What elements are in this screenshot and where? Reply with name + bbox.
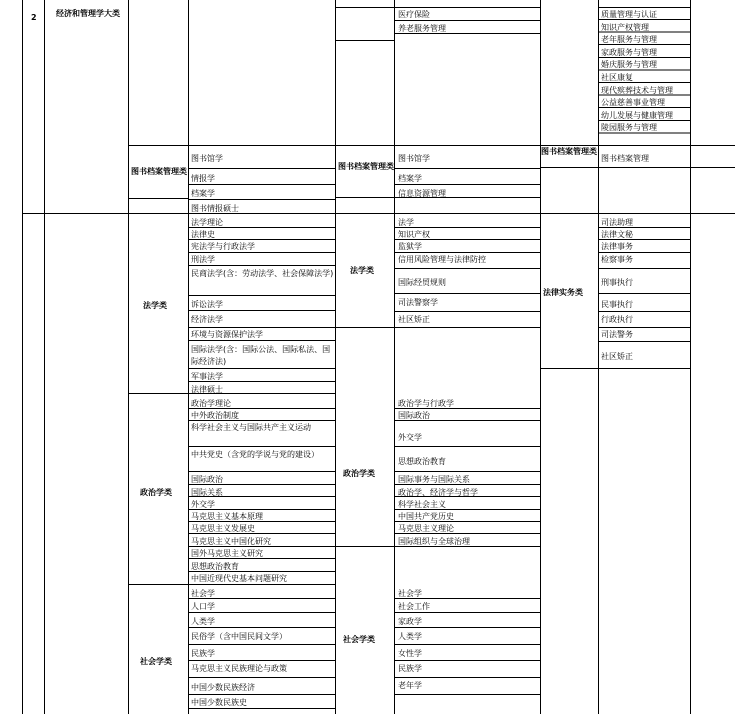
- list-item: 国际政治: [398, 411, 430, 420]
- list-item: 军事法学: [191, 372, 223, 381]
- list-item: 法律史: [191, 230, 215, 239]
- list-item: 马克思主义民族理论与政策: [191, 664, 287, 673]
- list-item: 情报学: [191, 174, 215, 183]
- list-item: 司法警务: [601, 330, 633, 339]
- list-item: 档案学: [398, 174, 422, 183]
- discipline-category-label: 经济和管理学大类: [56, 9, 120, 18]
- list-item: 知识产权管理: [601, 22, 649, 32]
- list-item: 政治学与行政学: [398, 399, 454, 408]
- list-item: 国际组织与全球治理: [398, 537, 470, 546]
- list-item: 法律事务: [601, 242, 633, 251]
- library-category-3: 图书档案管理类: [541, 147, 597, 156]
- list-item: 民族学: [398, 664, 422, 673]
- list-item: 监狱学: [398, 242, 422, 251]
- list-item: 环境与资源保护法学: [191, 330, 263, 339]
- list-item: 档案学: [191, 189, 215, 198]
- list-item: 陵园服务与管理: [601, 123, 657, 133]
- list-item: 婚庆服务与管理: [601, 60, 657, 70]
- list-item: 马克思主义基本原理: [191, 512, 263, 521]
- list-item: 司法警察学: [398, 298, 438, 307]
- list-item: 养老服务管理: [398, 24, 446, 33]
- politics-category-2: 政治学类: [343, 469, 375, 478]
- list-item: 中共党史（含党的学说与党的建设）: [191, 450, 319, 459]
- list-item: 女性学: [398, 649, 422, 658]
- list-item: 科学社会主义与国际共产主义运动: [191, 423, 311, 432]
- list-item: 中国近现代史基本问题研究: [191, 574, 287, 583]
- list-item: 社会学: [398, 589, 422, 598]
- list-item: 现代殡葬技术与管理: [601, 85, 673, 95]
- list-item: 家政服务与管理: [601, 47, 657, 57]
- list-item: 图书馆学: [191, 154, 223, 163]
- list-item: 社区矫正: [398, 315, 430, 324]
- library-col3-item: 图书档案管理: [601, 154, 649, 163]
- list-item: 老年学: [398, 681, 422, 690]
- list-item: 国外马克思主义研究: [191, 549, 263, 558]
- list-item: 外交学: [191, 500, 215, 509]
- library-category-1: 图书档案管理类: [131, 167, 187, 176]
- list-item: 行政执行: [601, 315, 633, 324]
- list-item: 法学理论: [191, 218, 223, 227]
- list-item: 家政学: [398, 617, 422, 626]
- list-item: 信用风险管理与法律防控: [398, 255, 486, 264]
- sociology-category-2: 社会学类: [343, 635, 375, 644]
- row-number: 2: [31, 13, 37, 22]
- law-category-3: 法律实务类: [543, 288, 583, 297]
- law-category-2: 法学类: [350, 266, 374, 275]
- list-item: 民商法学(含：劳动法学、社会保障法学): [191, 269, 334, 278]
- list-item: 中国少数民族经济: [191, 683, 255, 692]
- list-item: 法学: [398, 218, 414, 227]
- list-item: 社会工作: [398, 602, 430, 611]
- list-item: 检察事务: [601, 255, 633, 264]
- list-item: 人口学: [191, 602, 215, 611]
- list-item: 思想政治教育: [398, 457, 446, 466]
- list-item: 政治学、经济学与哲学: [398, 488, 478, 497]
- list-item: 中外政治制度: [191, 411, 239, 420]
- list-item: 国际关系: [191, 488, 223, 497]
- law-category-1: 法学类: [143, 301, 167, 310]
- list-item: 社区康复: [601, 73, 633, 82]
- list-item: 社区矫正: [601, 352, 633, 361]
- list-item: 马克思主义中国化研究: [191, 537, 271, 546]
- list-item: 国际政治: [191, 475, 223, 484]
- list-item: 外交学: [398, 433, 422, 442]
- list-item: 刑事执行: [601, 278, 633, 287]
- list-item: 民事执行: [601, 300, 633, 309]
- list-item: 医疗保险: [398, 10, 430, 19]
- list-item: 质量管理与认证: [601, 10, 657, 19]
- list-item: 公益慈善事业管理: [601, 98, 665, 108]
- library-category-2: 图书档案管理类: [338, 162, 394, 171]
- list-item: 图书情报硕士: [191, 204, 239, 213]
- list-item: 诉讼法学: [191, 300, 223, 309]
- list-item: 中国共产党历史: [398, 512, 454, 521]
- list-item: 法律文秘: [601, 230, 633, 239]
- list-item: 法律硕士: [191, 385, 223, 394]
- list-item: 国际法学(含：国际公法、国际私法、国际经济法): [191, 345, 331, 366]
- list-item: 信息资源管理: [398, 189, 446, 198]
- list-item: 知识产权: [398, 230, 430, 239]
- list-item: 社会学: [191, 589, 215, 598]
- list-item: 人类学: [398, 632, 422, 641]
- list-item: 民族学: [191, 649, 215, 658]
- list-item: 科学社会主义: [398, 500, 446, 509]
- list-item: 经济法学: [191, 315, 223, 324]
- list-item: 老年服务与管理: [601, 35, 657, 45]
- list-item: 幼儿发展与健康管理: [601, 110, 673, 120]
- list-item: 国际经贸规则: [398, 278, 446, 287]
- list-item: 马克思主义理论: [398, 524, 454, 533]
- list-item: 政治学理论: [191, 399, 231, 408]
- list-item: 人类学: [191, 617, 215, 626]
- sociology-category-1: 社会学类: [140, 657, 172, 666]
- list-item: 国际事务与国际关系: [398, 475, 470, 484]
- list-item: 宪法学与行政法学: [191, 242, 255, 251]
- list-item: 马克思主义发展史: [191, 524, 255, 533]
- list-item: 思想政治教育: [191, 562, 239, 571]
- list-item: 司法助理: [601, 218, 633, 227]
- politics-category-1: 政治学类: [140, 488, 172, 497]
- list-item: 图书馆学: [398, 154, 430, 163]
- list-item: 民俗学（含中国民间文学）: [191, 632, 287, 641]
- list-item: 中国少数民族史: [191, 698, 247, 707]
- list-item: 刑法学: [191, 255, 215, 264]
